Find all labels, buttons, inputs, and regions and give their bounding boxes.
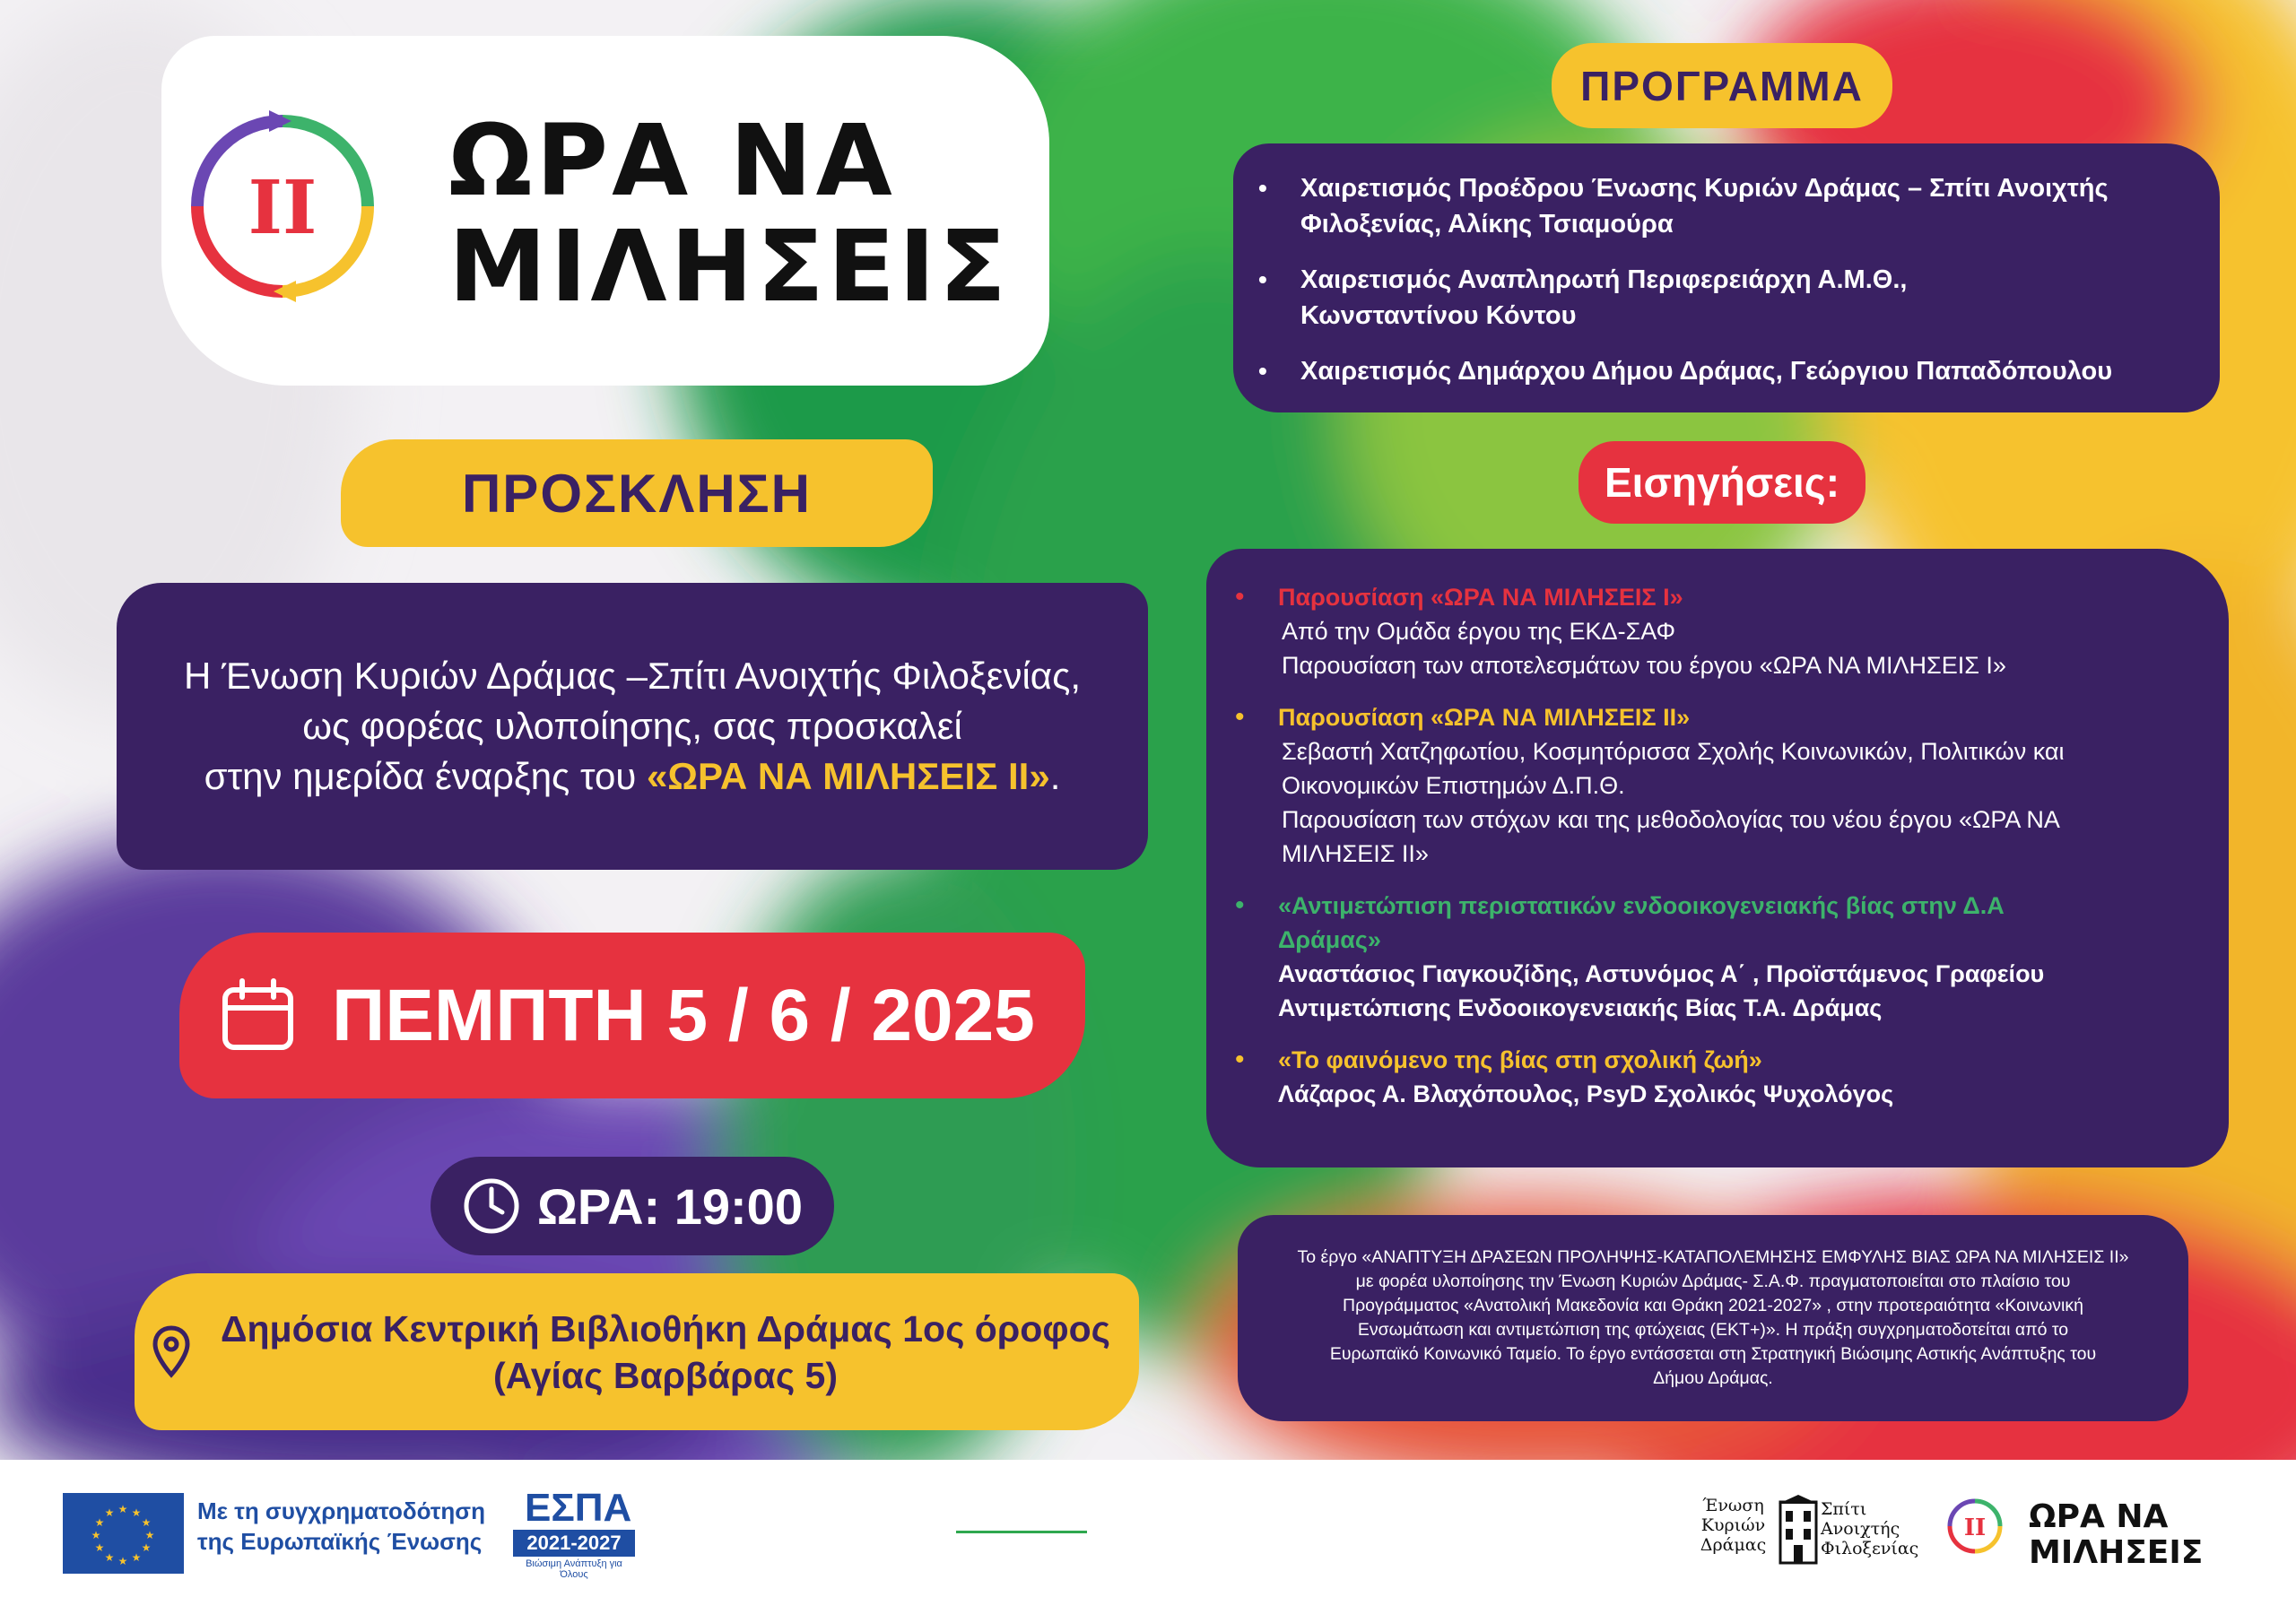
funding-box xyxy=(1238,1215,2188,1421)
program-item-line: • Χαιρετισμός Προέδρου Ένωσης Κυριών Δράμας – Σπίτι Ανοιχτής xyxy=(1300,174,2109,203)
svg-text:★: ★ xyxy=(141,1516,152,1529)
espa-years: 2021-2027 xyxy=(513,1530,635,1557)
talk-detail: Αντιμετώπισης Ενδοοικογενειακής Βίας Τ.Α. Δράμας xyxy=(1278,994,1883,1021)
program-banner xyxy=(1552,43,1892,128)
program-heading: ΠΡΟΓΡΑΜΜΑ xyxy=(1580,62,1864,109)
bullet-icon: • xyxy=(1235,1045,1245,1074)
footer-logo-line: ΜΙΛΗΣΕΙΣ xyxy=(2029,1534,2204,1571)
talk-detail: Σεβαστή Χατζηφωτίου, Κοσμητόρισσα Σχολής Κοινωνικών, Πολιτικών και xyxy=(1282,738,2065,765)
talk-detail: Αναστάσιος Γιαγκουζίδης, Αστυνόμος Α΄ , Προϊστάμενος Γραφείου xyxy=(1278,960,2045,987)
talk-item xyxy=(1206,1043,2229,1111)
talk-detail: Από την Ομάδα έργου της ΕΚΔ-ΣΑΦ xyxy=(1282,618,1676,645)
program-item-line: • Χαιρετισμός Δημάρχου Δήμου Δράμας, Γεώργιου Παπαδόπουλου xyxy=(1300,357,2113,386)
clock-icon xyxy=(462,1176,521,1236)
eu-flag-icon xyxy=(63,1493,184,1574)
funding-line: Το έργο «ΑΝΑΠΤΥΞΗ ΔΡΑΣΕΩΝ ΠΡΟΛΗΨΗΣ-ΚΑΤΑΠΟΛΕΜΗΣΗΣ ΕΜΦΥΛΗΣ ΒΙΑΣ ΩΡΑ ΝΑ ΜΙΛΗΣΕΙΣ ΙΙ» xyxy=(1297,1247,2129,1267)
footer-logo-icon xyxy=(1944,1496,2005,1557)
invitation-banner xyxy=(341,439,933,547)
calendar-icon xyxy=(220,977,296,1054)
logo-cycle-icon xyxy=(179,103,386,309)
bullet-icon: • xyxy=(1235,582,1245,612)
location-line1: Δημόσια Κεντρική Βιβλιοθήκη Δράμας 1ος όροφος xyxy=(221,1307,1110,1350)
talks-heading: Εισηγήσεις: xyxy=(1604,459,1840,506)
talk-detail: Παρουσίαση των αποτελεσμάτων του έργου «ΩΡΑ ΝΑ ΜΙΛΗΣΕΙΣ Ι» xyxy=(1282,652,2006,679)
program-item-line: Κωνσταντίνου Κόντου xyxy=(1300,301,1577,330)
svg-text:★: ★ xyxy=(104,1506,115,1519)
funding-text xyxy=(1271,1245,2156,1391)
org-text: Δράμας xyxy=(1700,1535,1767,1555)
talk-item xyxy=(1206,700,2229,871)
location-pin-icon xyxy=(151,1324,192,1380)
svg-text:★: ★ xyxy=(131,1551,142,1564)
talk-title: Δράμας» xyxy=(1278,926,1381,953)
talk-detail: Παρουσίαση των στόχων και της μεθοδολογίας του νέου έργου «ΩΡΑ ΝΑ xyxy=(1282,806,2060,833)
funding-line: Ευρωπαϊκό Κοινωνικό Ταμείο. Το έργο εντάσσεται στη Στρατηγική Βιώσιμης Αστικής Ανάπτυξης του xyxy=(1329,1344,2097,1364)
invitation-box xyxy=(117,583,1148,870)
location-badge xyxy=(135,1273,1139,1430)
svg-text:★: ★ xyxy=(91,1529,101,1541)
footer-logo-numeral: II xyxy=(1963,1515,1987,1541)
espa-tagline: Βιώσιμη Ανάπτυξη για Όλους xyxy=(526,1558,622,1580)
invitation-line2: ως φορέας υλοποίησης, σας προσκαλεί xyxy=(302,705,962,747)
program-box xyxy=(1233,143,2220,412)
org-name-left xyxy=(1686,1496,1780,1555)
talk-detail: Λάζαρος Α. Βλαχόπουλος, PsyD Σχολικός Ψυχολόγος xyxy=(1278,1081,1894,1107)
espa-logo-text: ΕΣΠΑ xyxy=(525,1486,632,1530)
footer-logo-text xyxy=(2029,1499,2203,1571)
org-text: Ένωση xyxy=(1702,1496,1764,1515)
event-date: ΠΕΜΠΤΗ 5 / 6 / 2025 xyxy=(332,974,1035,1056)
eu-text-line: της Ευρωπαϊκής Ένωσης xyxy=(197,1528,483,1555)
talk-item xyxy=(1206,580,2229,682)
funding-line: με φορέα υλοποίησης την Ένωση Κυριών Δράμας- Σ.Α.Φ. πραγματοποιείται στο πλαίσιο του xyxy=(1355,1271,2071,1291)
program-item xyxy=(1233,353,2193,389)
talks-box xyxy=(1206,549,2229,1167)
funding-line: Ενσωμάτωση και αντιμετώπιση της φτώχειας (ΕΚΤ+)». Η πράξη συγχρηματοδοτείται από το xyxy=(1357,1320,2069,1340)
talks-list xyxy=(1206,580,2229,1111)
program-item-line: • Χαιρετισμός Αναπληρωτή Περιφερειάρχη Α.Μ.Θ., xyxy=(1300,265,1908,294)
org-text: Φιλοξενίας xyxy=(1821,1539,1919,1558)
svg-text:★: ★ xyxy=(94,1541,105,1554)
org-text: Ανοιχτής xyxy=(1821,1519,1900,1539)
invitation-line1: Η Ένωση Κυριών Δράμας –Σπίτι Ανοιχτής Φιλοξενίας, xyxy=(183,655,1081,697)
org-name-right xyxy=(1821,1499,1919,1558)
talk-detail: Οικονομικών Επιστημών Δ.Π.Θ. xyxy=(1282,772,1625,799)
invitation-line3-end: . xyxy=(1049,755,1061,797)
funding-line: Δήμου Δράμας. xyxy=(1653,1368,1773,1388)
talk-title: «Το φαινόμενο της βίας στη σχολική ζωή» xyxy=(1278,1046,1762,1073)
svg-text:★: ★ xyxy=(117,1503,128,1515)
talk-title: Παρουσίαση «ΩΡΑ ΝΑ ΜΙΛΗΣΕΙΣ Ι» xyxy=(1278,584,1683,611)
svg-text:★: ★ xyxy=(131,1506,142,1519)
talks-banner xyxy=(1578,441,1866,524)
svg-text:★: ★ xyxy=(144,1529,155,1541)
program-item xyxy=(1233,170,2193,242)
footer-divider xyxy=(956,1531,1087,1533)
talk-detail: ΜΙΛΗΣΕΙΣ ΙΙ» xyxy=(1282,840,1429,867)
program-list xyxy=(1233,170,2220,389)
event-time: ΩΡΑ: 19:00 xyxy=(537,1177,803,1235)
event-name-highlight: «ΩΡΑ ΝΑ ΜΙΛΗΣΕΙΣ ΙΙ» xyxy=(646,755,1050,797)
invitation-line3-text: στην ημερίδα έναρξης του xyxy=(204,755,647,797)
org-text: Σπίτι xyxy=(1821,1499,1867,1519)
talk-title: Παρουσίαση «ΩΡΑ ΝΑ ΜΙΛΗΣΕΙΣ ΙΙ» xyxy=(1278,704,1691,731)
svg-text:★: ★ xyxy=(141,1541,152,1554)
talk-title: «Αντιμετώπιση περιστατικών ενδοοικογενειακής βίας στην Δ.Α xyxy=(1278,892,2005,919)
bullet-icon: • xyxy=(1235,702,1245,732)
eu-cofunding-text xyxy=(197,1496,485,1557)
event-location xyxy=(192,1306,1139,1399)
talk-item xyxy=(1206,889,2229,1025)
location-line2: (Αγίας Βαρβάρας 5) xyxy=(493,1354,838,1396)
org-text: Κυριών xyxy=(1700,1515,1766,1535)
time-badge xyxy=(430,1157,834,1255)
logo-title xyxy=(448,103,1010,324)
bullet-icon: • xyxy=(1235,890,1245,920)
program-item xyxy=(1233,262,2193,334)
invitation-heading: ΠΡΟΣΚΛΗΣΗ xyxy=(461,463,813,524)
program-item-line: Φιλοξενίας, Αλίκης Τσιαμούρα xyxy=(1300,210,1674,239)
building-icon xyxy=(1776,1493,1821,1565)
svg-text:★: ★ xyxy=(94,1516,105,1529)
eu-text-line: Με τη συγχρηματοδότηση xyxy=(197,1497,485,1524)
svg-text:★: ★ xyxy=(117,1555,128,1567)
logo-numeral: II xyxy=(248,165,317,251)
svg-text:★: ★ xyxy=(104,1551,115,1564)
funding-line: Προγράμματος «Ανατολική Μακεδονία και Θράκη 2021-2027» , στην προτεραιότητα «Κοινωνική xyxy=(1343,1296,2083,1315)
date-badge xyxy=(179,933,1085,1098)
footer-logo-line: ΩΡΑ ΝΑ xyxy=(2029,1498,2169,1535)
invitation-line3 xyxy=(204,751,1061,802)
logo-title-line1: ΩΡΑ ΝΑ xyxy=(448,103,896,218)
logo-title-line2: ΜΙΛΗΣΕΙΣ xyxy=(448,209,1010,324)
